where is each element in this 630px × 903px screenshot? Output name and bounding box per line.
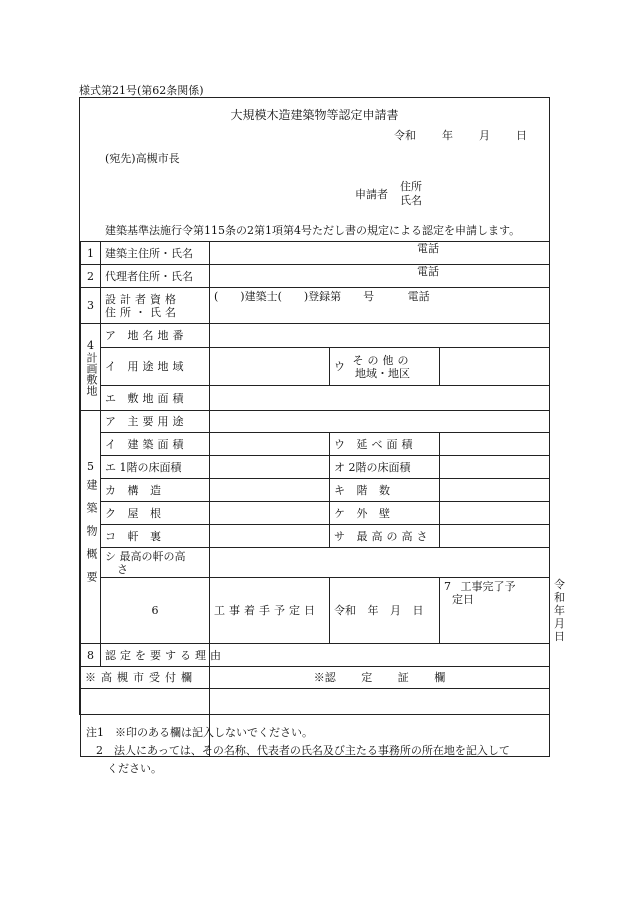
building-section xyxy=(81,411,101,644)
applicant-name-label: 氏名 xyxy=(400,194,422,207)
designer-field[interactable] xyxy=(210,288,550,324)
owner-tel-label: 電話 xyxy=(417,242,440,255)
main-use-label: ア 主要用途 xyxy=(101,411,210,433)
floors-label: キ 階 数 xyxy=(330,479,440,502)
completion-date-label xyxy=(440,578,550,644)
owner-label: 建築主住所・氏名 xyxy=(101,242,210,265)
eaves-soffit-field[interactable] xyxy=(210,525,330,548)
exterior-wall-label: ケ 外 壁 xyxy=(330,502,440,525)
designer-qualification: ( )建築士( )登録第 号 xyxy=(214,290,375,303)
second-floor-area-label: オ 2階の床面積 xyxy=(330,456,440,479)
total-floor-area-label: ウ 延べ面積 xyxy=(330,433,440,456)
eaves-soffit-label: コ 軒 裏 xyxy=(101,525,210,548)
date-day: 日 xyxy=(516,129,527,142)
max-eaves-height-label xyxy=(101,548,210,578)
other-zone-label xyxy=(330,348,440,386)
receipt-header: ※高槻市受付欄 xyxy=(81,667,210,689)
other-zone-letter: ウ xyxy=(334,359,345,373)
row-number: 3 xyxy=(81,288,101,324)
site-number: 4 xyxy=(87,338,94,352)
site-title: 計画敷地 xyxy=(85,351,98,396)
completion-label-1: 工事完了予 xyxy=(460,580,516,593)
form-table: 1 建築主住所・氏名 電話 2 代理者住所・氏名 電話 3 設計者資格 住所・氏名 ( )建築士( )登録第 号 電話 4 計画敷地 ア 地名地番 イ 用途地域 ウ その他の 地域・地区 エ 敷地面積 5 建築物概要 ア 主要用途 イ 建築面積 ウ 延べ面積 エ 1階の床面積 オ 2階の床面積 カ 構 造 キ 階 数 ク 屋 根 ケ 外 壁 コ 軒 裏 サ 最高の高さ シ 最高の軒の高 さ 6 工事着手予定日 令和 年 月 日 7 工事完了予 定日 令和 年 月 日 8 認定を要する理由 ※高槻市受付欄 ※認 定 証 欄 xyxy=(80,241,550,757)
roof-label: ク 屋 根 xyxy=(101,502,210,525)
site-lot-label: ア 地名地番 xyxy=(101,324,210,348)
row-number: 2 xyxy=(81,265,101,288)
form-header xyxy=(80,98,549,241)
first-floor-area-field[interactable] xyxy=(210,456,330,479)
declaration: 建築基準法施行令第115条の2第1項第4号ただし書の規定による認定を申請します。 xyxy=(105,224,521,237)
structure-field[interactable] xyxy=(210,479,330,502)
reason-field[interactable] xyxy=(210,644,550,667)
date-month: 月 xyxy=(479,129,490,142)
form-title: 大規模木造建築物等認定申請書 xyxy=(230,108,399,122)
building-title: 建築物概要 xyxy=(85,479,98,594)
main-use-field[interactable] xyxy=(210,411,550,433)
structure-label: カ 構 造 xyxy=(101,479,210,502)
designer-tel-label: 電話 xyxy=(407,290,430,303)
first-floor-area-label: エ 1階の床面積 xyxy=(101,456,210,479)
designer-qualification-label: 設計者資格 xyxy=(105,292,180,306)
second-floor-area-field[interactable] xyxy=(440,456,550,479)
designer-address-label: 住所・氏名 xyxy=(105,305,180,319)
application-form xyxy=(79,97,566,715)
max-height-field[interactable] xyxy=(440,525,550,548)
other-zone-label-1: その他の xyxy=(352,353,413,367)
applicant-label: 申請者 xyxy=(355,188,388,201)
owner-field[interactable] xyxy=(210,242,550,265)
agent-tel-label: 電話 xyxy=(417,265,440,278)
max-eaves-height-field[interactable] xyxy=(210,548,550,578)
zoning-field[interactable] xyxy=(210,348,330,386)
applicant-address-label: 住所 xyxy=(400,180,422,193)
note-2: 2 法人にあっては、その名称、代表者の氏名及び主たる事務所の所在地を記入して xyxy=(96,744,510,757)
max-height-label: サ 最高の高さ xyxy=(330,525,440,548)
floors-field[interactable] xyxy=(440,479,550,502)
other-zone-field[interactable] xyxy=(440,348,550,386)
start-date-field[interactable]: 令和 年 月 日 xyxy=(330,578,440,644)
date-year: 年 xyxy=(442,129,453,142)
row-number: 8 xyxy=(81,644,101,667)
notes xyxy=(86,724,510,778)
row-number: 1 xyxy=(81,242,101,265)
addressee: (宛先)高槻市長 xyxy=(105,152,180,165)
total-floor-area-field[interactable] xyxy=(440,433,550,456)
reason-label: 認定を要する理由 xyxy=(101,644,210,667)
application-date xyxy=(394,127,527,143)
building-number: 5 xyxy=(87,460,94,473)
other-zone-label-2: 地域・地区 xyxy=(355,366,410,380)
max-eaves-height-label-1: シ 最高の軒の高 xyxy=(105,549,186,563)
row-number: 6 xyxy=(101,578,210,644)
start-date-label: 工事着手予定日 xyxy=(210,578,330,644)
designer-label xyxy=(101,288,210,324)
max-eaves-height-label-2: さ xyxy=(117,562,128,576)
completion-label-2: 定日 xyxy=(452,593,474,606)
exterior-wall-field[interactable] xyxy=(440,502,550,525)
building-area-label: イ 建築面積 xyxy=(101,433,210,456)
note-1: 注1 ※印のある欄は記入しないでください。 xyxy=(86,726,313,739)
date-era: 令和 xyxy=(394,129,416,142)
zoning-label: イ 用途地域 xyxy=(101,348,210,386)
agent-label: 代理者住所・氏名 xyxy=(101,265,210,288)
site-section xyxy=(81,324,101,411)
roof-field[interactable] xyxy=(210,502,330,525)
form-number: 様式第21号(第62条関係) xyxy=(79,84,204,97)
site-area-label: エ 敷地面積 xyxy=(101,386,210,411)
note-2-continued: ください。 xyxy=(107,762,162,775)
completion-number: 7 xyxy=(444,580,451,593)
applicant-fields xyxy=(400,180,422,208)
site-lot-field[interactable] xyxy=(210,324,550,348)
agent-field[interactable] xyxy=(210,265,550,288)
certification-header: ※認 定 証 欄 xyxy=(210,667,550,689)
site-area-field[interactable] xyxy=(210,386,550,411)
building-area-field[interactable] xyxy=(210,433,330,456)
